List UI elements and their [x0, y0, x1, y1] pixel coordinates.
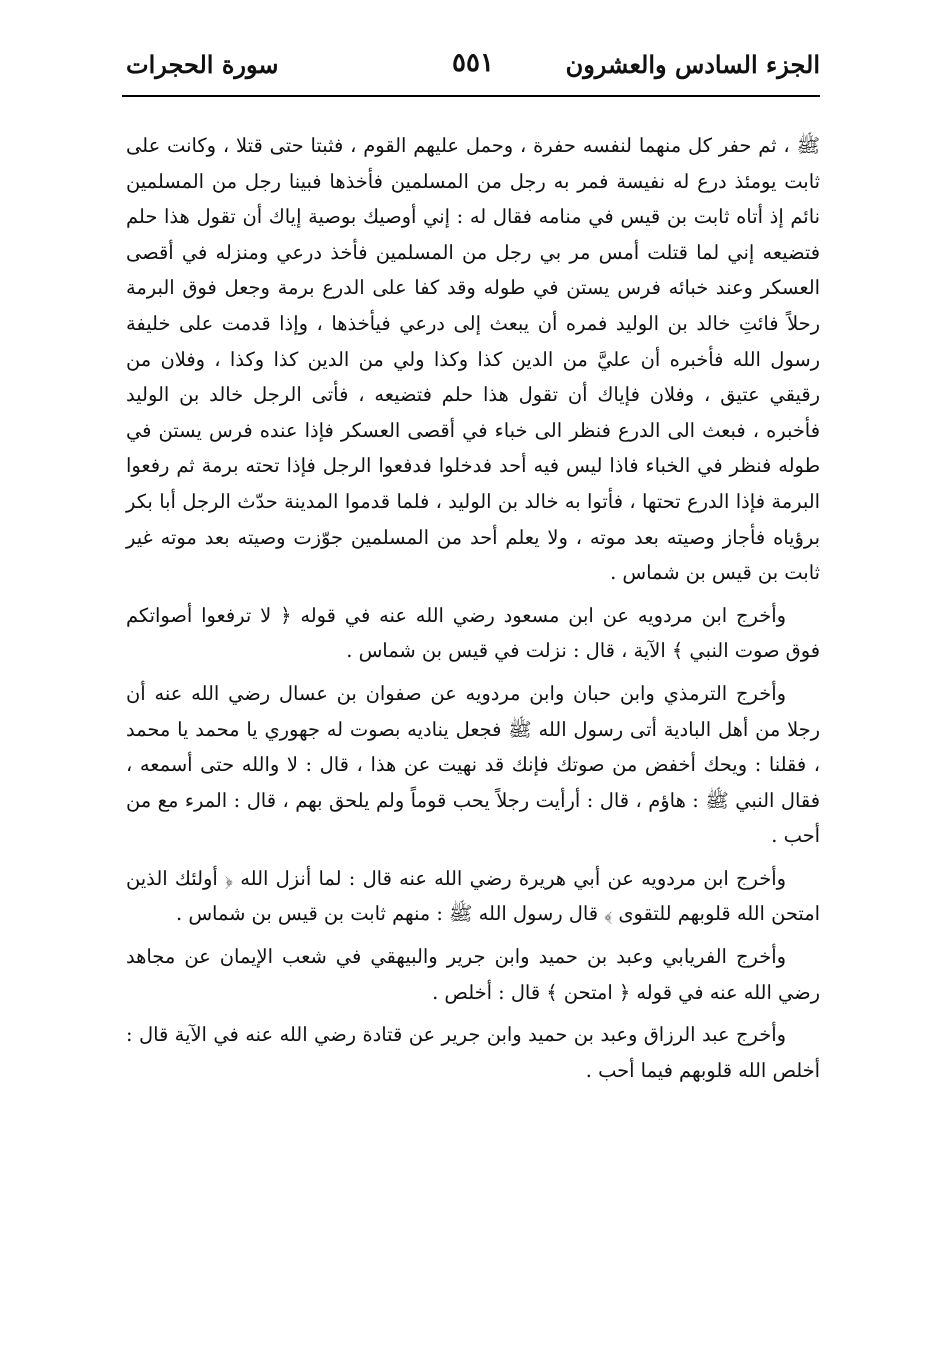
part-title: الجزء السادس والعشرون: [565, 50, 820, 79]
page-number: ٥٥١: [452, 48, 494, 78]
surah-title: سورة الحجرات: [126, 50, 279, 79]
paragraph: وأخرج عبد الرزاق وعبد بن حميد وابن جرير عن قتادة رضي الله عنه في الآية قال : أخلص الله قلوبهم فيما أحب .: [126, 1023, 820, 1082]
paragraph: وأخرج الفريابي وعبد بن حميد وابن جرير والبيهقي في شعب الإيمان عن مجاهد رضي الله عنه في قوله ﴿ امتحن ﴾ قال : أخلص .: [126, 945, 820, 1004]
paragraph-continuation: ﷺ ، ثم حفر كل منهما لنفسه حفرة ، وحمل عليهم القوم ، فثبتا حتى قتلا ، وكانت على ثابت يومئذ درع له نفيسة فمر به رجل من المسلمين فأخذها فبينا رجل من المسلمين نائم إذ أتاه ثابت بن قيس في منامه فقال له : إني أوصيك بوصية إياك أن تقول هذا حلم فتضيعه إني لما قتلت أمس مر بي رجل من المسلمين فأخذ درعي ومنزله في أقصى العسكر وعند خبائه فرس يستن في طوله وقد كفا على الدرع برمة وجعل فوق البرمة رحلاً فائتِ خالد بن الوليد فمره أن يبعث إلى درعي فيأخذها ، وإذا قدمت على خليفة رسول الله فأخبره أن عليَّ من الدين كذا وكذا ولي من الدين كذا وكذا ، وفلان من رقيقي عتيق ، وفلان فإياك أن تقول هذا حلم فتضيعه ، فأتى الرجل خالد بن الوليد فأخبره ، فبعث الى الدرع فنظر الى خباء في أقصى العسكر فإذا عنده فرس يستن في طوله فنظر في الخباء فاذا ليس فيه أحد فدخلوا فدفعوا الرجل فإذا تحته برمة ثم رفعوا البرمة فإذا الدرع تحتها ، فأتوا به خالد بن الوليد ، فلما قدموا المدينة حدّث الرجل أبا بكر برؤياه فأجاز وصيته بعد موته ، ولا يعلم أحد من المسلمين جوّزت وصيته بعد موته غير ثابت بن قيس بن شماس .: [126, 134, 820, 585]
paragraph: وأخرج ابن مردويه عن ابن مسعود رضي الله عنه في قوله ﴿ لا ترفعوا أصواتكم فوق صوت النبي ﴾ الآية ، قال : نزلت في قيس بن شماس .: [126, 603, 820, 663]
paragraph: وأخرج الترمذي وابن حبان وابن مردويه عن صفوان بن عسال رضي الله عنه أن رجلا من أهل البادية أتى رسول الله ﷺ فجعل يناديه بصوت له جهوري يا محمد يا محمد ، فقلنا : ويحك أخفض من صوتك فإنك قد نهيت عن هذا ، قال : لا والله حتى أسمعه ، فقال النبي ﷺ : هاؤم ، قال : أرأيت رجلاً يحب قوماً ولم يلحق بهم ، قال : المرء مع من أحب .: [126, 681, 820, 848]
header-divider: [122, 95, 820, 97]
paragraph: وأخرج ابن مردويه عن أبي هريرة رضي الله عنه قال : لما أنزل الله ﴿ أولئك الذين امتحن الله قلوبهم للتقوى ﴾ قال رسول الله ﷺ : منهم ثابت بن قيس بن شماس .: [126, 866, 820, 926]
text-body: [126, 128, 820, 1088]
running-header: [126, 46, 820, 86]
